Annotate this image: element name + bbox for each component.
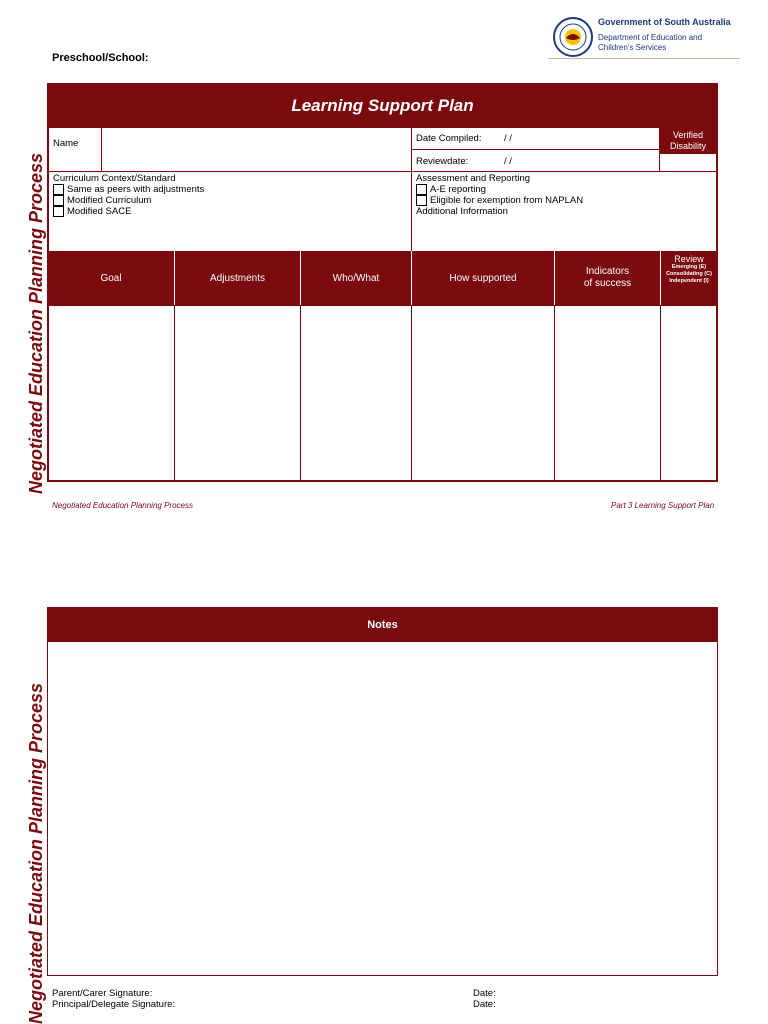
date-label-2: Date:: [473, 999, 496, 1010]
col-adjustments: Adjustments: [174, 251, 300, 305]
curriculum-option[interactable]: Modified SACE: [53, 206, 131, 217]
review-line: Emerging (E): [671, 264, 707, 270]
state-seal-icon: [552, 16, 594, 58]
how-supported-field[interactable]: [411, 305, 555, 481]
notes-header: [48, 608, 717, 642]
checkbox[interactable]: [53, 195, 64, 206]
verified-disability-field[interactable]: [659, 153, 717, 172]
gov-logo: [548, 12, 740, 59]
learning-support-plan: [47, 83, 718, 482]
name-label-cell: [48, 127, 102, 172]
school-label: Preschool/School:: [52, 52, 149, 64]
plan-title: Learning Support Plan: [291, 95, 474, 115]
plan-title-bar: [48, 84, 717, 127]
parent-signature-label: Parent/Carer Signature:: [52, 988, 153, 999]
checkbox[interactable]: [416, 184, 427, 195]
curriculum-option[interactable]: Same as peers with adjustments: [53, 184, 204, 195]
col-review: [660, 251, 717, 305]
assessment-title: Assessment and Reporting: [416, 173, 531, 184]
checkbox[interactable]: [53, 206, 64, 217]
side-title-bottom: Negotiated Education Planning Process: [26, 682, 46, 1024]
notes-box: [47, 607, 718, 976]
curriculum-cell: [48, 171, 412, 252]
assessment-cell: [411, 171, 717, 252]
review-title: Review: [674, 254, 704, 264]
notes-field[interactable]: [48, 642, 717, 975]
review-date-label: Reviewdate:: [416, 156, 469, 167]
verified-disability-label: Verified Disability: [669, 129, 706, 151]
footer-right: Part 3 Learning Support Plan: [611, 501, 715, 510]
curriculum-title: Curriculum Context/Standard: [53, 173, 176, 184]
dept-line2: Children's Services: [598, 43, 667, 52]
review-line: Independent (I): [669, 278, 709, 284]
col-goal: Goal: [100, 272, 122, 284]
gov-name: Government of South Australia: [598, 17, 731, 27]
date-compiled-label: Date Compiled:: [416, 133, 482, 144]
date-compiled-cell[interactable]: [411, 127, 660, 150]
col-indicators: Indicators of success: [554, 251, 660, 305]
review-date-value: / /: [504, 156, 512, 167]
date-label-1: Date:: [473, 988, 496, 999]
assessment-option[interactable]: Eligible for exemption from NAPLAN: [416, 195, 583, 206]
adjustments-field[interactable]: [174, 305, 301, 481]
col-how-supported: How supported: [411, 251, 554, 305]
goal-field[interactable]: [48, 305, 175, 481]
name-field[interactable]: [101, 127, 412, 172]
indicators-field[interactable]: [554, 305, 661, 481]
who-what-field[interactable]: [300, 305, 412, 481]
verified-disability-header: [659, 127, 717, 154]
dept-line1: Department of Education and: [598, 33, 703, 42]
curriculum-option[interactable]: Modified Curriculum: [53, 195, 151, 206]
principal-signature-label: Principal/Delegate Signature:: [52, 999, 176, 1010]
additional-info-label: Additional Information: [416, 206, 508, 217]
name-label: Name: [53, 138, 79, 149]
footer-left: Negotiated Education Planning Process: [52, 501, 193, 510]
review-line: Consolidating (C): [666, 271, 712, 277]
notes-title: Notes: [367, 619, 398, 631]
checkbox[interactable]: [53, 184, 64, 195]
review-field[interactable]: [660, 305, 717, 481]
columns-header: [48, 251, 717, 305]
date-compiled-value: / /: [504, 133, 512, 144]
assessment-option[interactable]: A-E reporting: [416, 184, 486, 195]
side-title-top: Negotiated Education Planning Process: [26, 152, 46, 494]
col-who-what: Who/What: [300, 251, 411, 305]
checkbox[interactable]: [416, 195, 427, 206]
review-date-cell[interactable]: [411, 149, 660, 172]
